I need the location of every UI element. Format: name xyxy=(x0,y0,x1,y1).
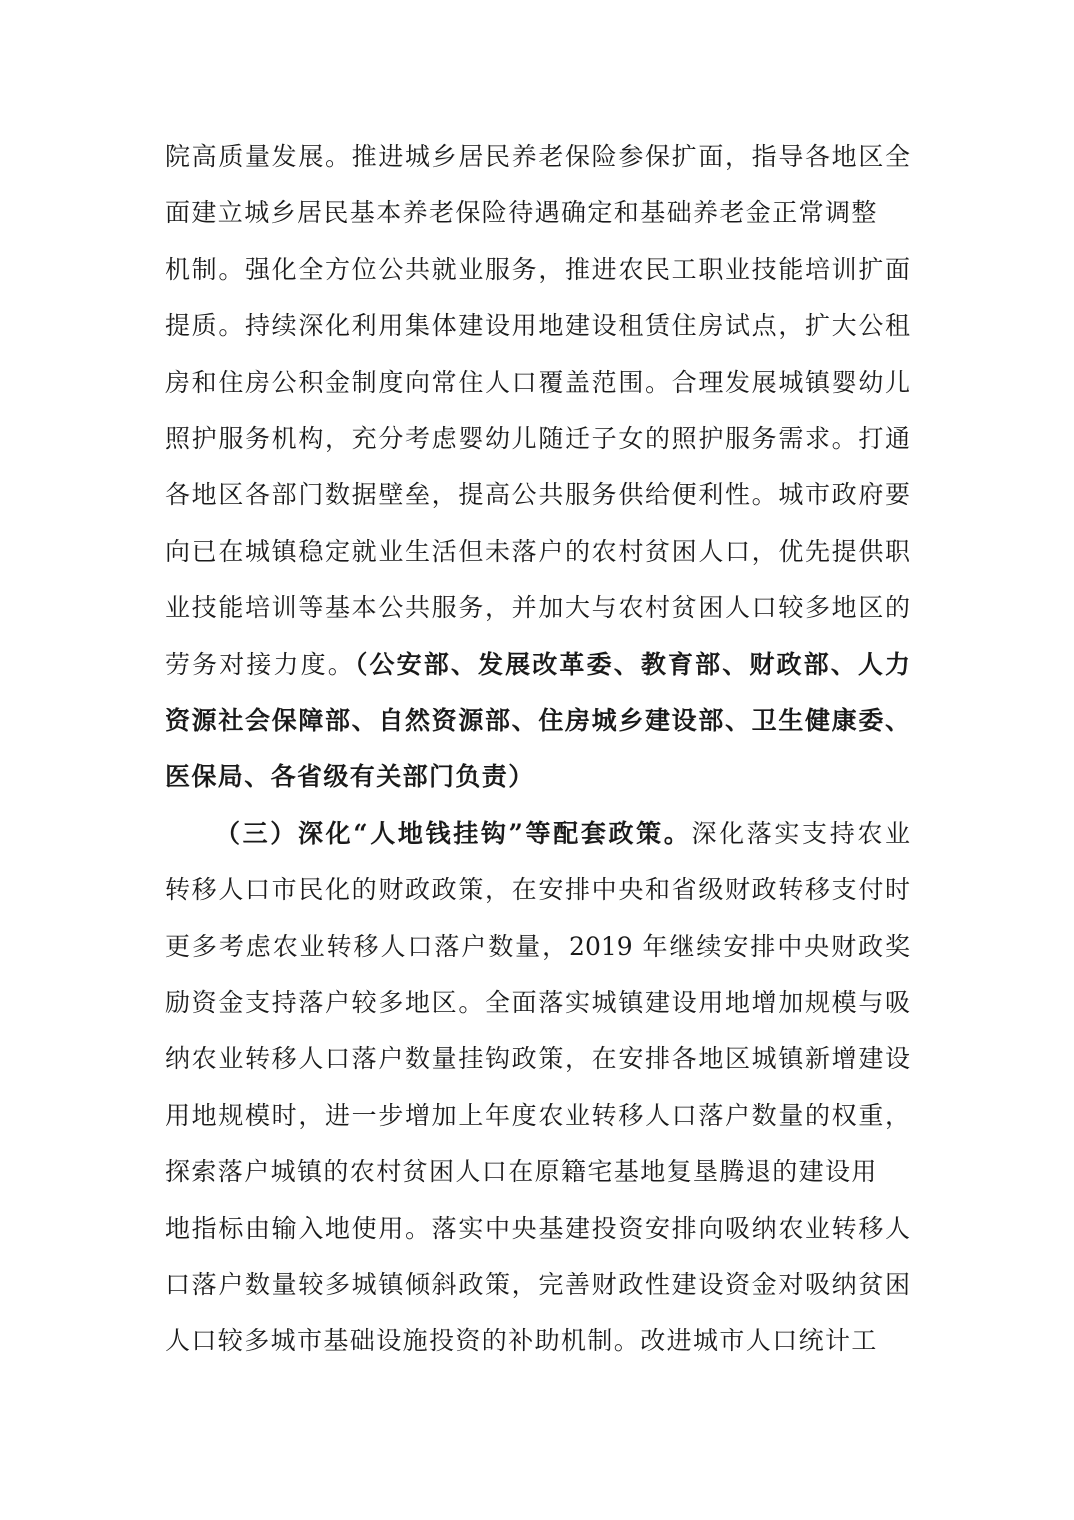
body-text: 纳农业转移人口落户数量挂钩政策，在安排各地区城镇新增建设 xyxy=(165,1044,910,1074)
text-line xyxy=(165,929,910,965)
body-text: 更多考虑农业转移人口落户数量，2019 年继续安排中央财政奖 xyxy=(165,931,910,961)
bold-text: （三）深化“人地钱挂钩”等配套政策。 xyxy=(215,818,692,848)
text-line xyxy=(165,872,910,908)
section-heading-line xyxy=(165,816,910,852)
text-line xyxy=(165,703,910,739)
text-line xyxy=(165,195,910,231)
text-line xyxy=(165,590,910,626)
body-text: 转移人口市民化的财政政策，在安排中央和省级财政转移支付时 xyxy=(165,875,910,905)
text-line xyxy=(165,647,910,683)
text-line xyxy=(165,985,910,1021)
body-text: 各地区各部门数据壁垒，提高公共服务供给便利性。城市政府要 xyxy=(165,480,910,510)
body-text: 劳务对接力度。 xyxy=(165,649,355,679)
text-line xyxy=(165,477,910,513)
body-text: 提质。持续深化利用集体建设用地建设租赁住房试点，扩大公租 xyxy=(165,311,910,341)
text-line xyxy=(165,139,910,175)
body-text: 深化落实支持农业 xyxy=(691,818,910,848)
bold-text: 医保局、各省级有关部门负责） xyxy=(165,762,535,792)
body-text: 口落户数量较多城镇倾斜政策，完善财政性建设资金对吸纳贫困 xyxy=(165,1270,910,1299)
body-text: 探索落户城镇的农村贫困人口在原籍宅基地复垦腾退的建设用 xyxy=(165,1157,878,1187)
text-line xyxy=(165,534,910,570)
text-line xyxy=(165,1041,910,1077)
text-line xyxy=(165,1323,910,1359)
text-line xyxy=(165,1211,910,1247)
text-line xyxy=(165,421,910,457)
body-text: 地指标由输入地使用。落实中央基建投资安排向吸纳农业转移人 xyxy=(165,1213,910,1243)
text-line xyxy=(165,1154,910,1190)
body-text: 照护服务机构，充分考虑婴幼儿随迁子女的照护服务需求。打通 xyxy=(165,424,910,453)
body-text: 机制。强化全方位公共就业服务，推进农民工职业技能培训扩面 xyxy=(165,254,910,284)
text-line xyxy=(165,1267,910,1303)
body-text: 业技能培训等基本公共服务，并加大与农村贫困人口较多地区的 xyxy=(165,593,910,623)
bold-text: 资源社会保障部、自然资源部、住房城乡建设部、卫生健康委、 xyxy=(165,706,910,735)
body-text: 面建立城乡居民基本养老保险待遇确定和基础养老金正常调整 xyxy=(165,198,878,228)
bold-text: （公安部、发展改革委、教育部、财政部、人力 xyxy=(354,649,910,679)
text-line xyxy=(165,308,910,344)
text-line xyxy=(165,252,910,288)
text-line xyxy=(165,1098,910,1134)
body-text: 向已在城镇稳定就业生活但未落户的农村贫困人口，优先提供职 xyxy=(165,536,910,566)
body-text: 人口较多城市基础设施投资的补助机制。改进城市人口统计工 xyxy=(165,1326,878,1356)
body-text: 励资金支持落户较多地区。全面落实城镇建设用地增加规模与吸 xyxy=(165,988,910,1017)
body-text: 用地规模时，进一步增加上年度农业转移人口落户数量的权重， xyxy=(165,1100,910,1130)
text-line xyxy=(165,759,910,795)
text-line xyxy=(165,365,910,401)
body-text: 院高质量发展。推进城乡居民养老保险参保扩面，指导各地区全 xyxy=(165,142,910,171)
body-text: 房和住房公积金制度向常住人口覆盖范围。合理发展城镇婴幼儿 xyxy=(165,367,910,397)
